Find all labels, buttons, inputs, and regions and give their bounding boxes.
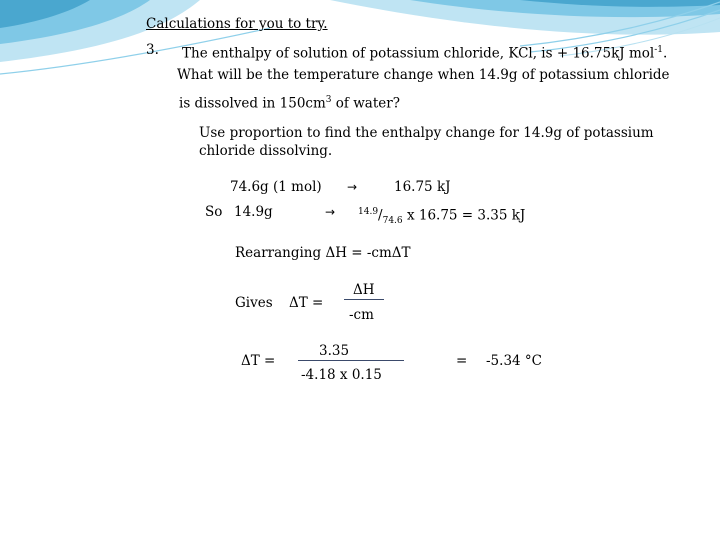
instruction-line-2: chloride dissolving. [199,143,333,159]
fraction-slash: / [378,207,383,224]
final-numerator: 3.35 [319,343,350,359]
gives-lhs: ΔT = [289,295,324,311]
question-line-3-text: is dissolved in 150cm [179,95,326,112]
final-equals-sign: = [456,353,468,369]
proportion-row2-prefix: So [205,204,223,220]
question-line-1-end: . [663,45,668,62]
question-number: 3. [146,42,159,58]
final-denominator: -4.18 x 0.15 [301,367,382,383]
question-line-1-text: The enthalpy of solution of potassium chloride, KCl, is + 16.75kJ mol [182,45,655,62]
slide-title: Calculations for you to try. [146,16,328,32]
question-line-1-superscript: -1 [654,45,664,55]
fraction-denominator: 74.6 [382,216,403,227]
proportion-row2-calculation [358,204,525,229]
question-line-3-superscript: 3 [325,95,332,105]
question-line-3 [179,92,400,112]
gives-numerator: ΔH [353,282,375,298]
final-result: -5.34 °C [486,353,542,369]
proportion-row2-result: x 16.75 = 3.35 kJ [402,207,526,224]
question-line-1 [182,42,667,62]
final-lhs: ΔT = [241,353,276,369]
gives-label: Gives [235,295,273,311]
final-fraction-line [298,360,404,361]
fraction-numerator: 14.9 [358,207,379,217]
question-line-2: What will be the temperature change when 14.9g of potassium chloride [177,67,670,83]
proportion-row2-arrow-icon: → [325,205,336,219]
proportion-row1-right: 16.75 kJ [394,179,451,195]
gives-fraction-line [344,299,384,300]
gives-denominator: -cm [349,307,374,323]
proportion-row1-left: 74.6g (1 mol) [230,179,322,195]
rearranging-equation: Rearranging ΔH = -cmΔT [235,245,411,261]
proportion-row1-arrow-icon: → [347,180,358,194]
question-line-3-end: of water? [331,95,400,112]
proportion-row2-left: 14.9g [234,204,273,220]
instruction-line-1: Use proportion to find the enthalpy change for 14.9g of potassium [199,125,654,141]
